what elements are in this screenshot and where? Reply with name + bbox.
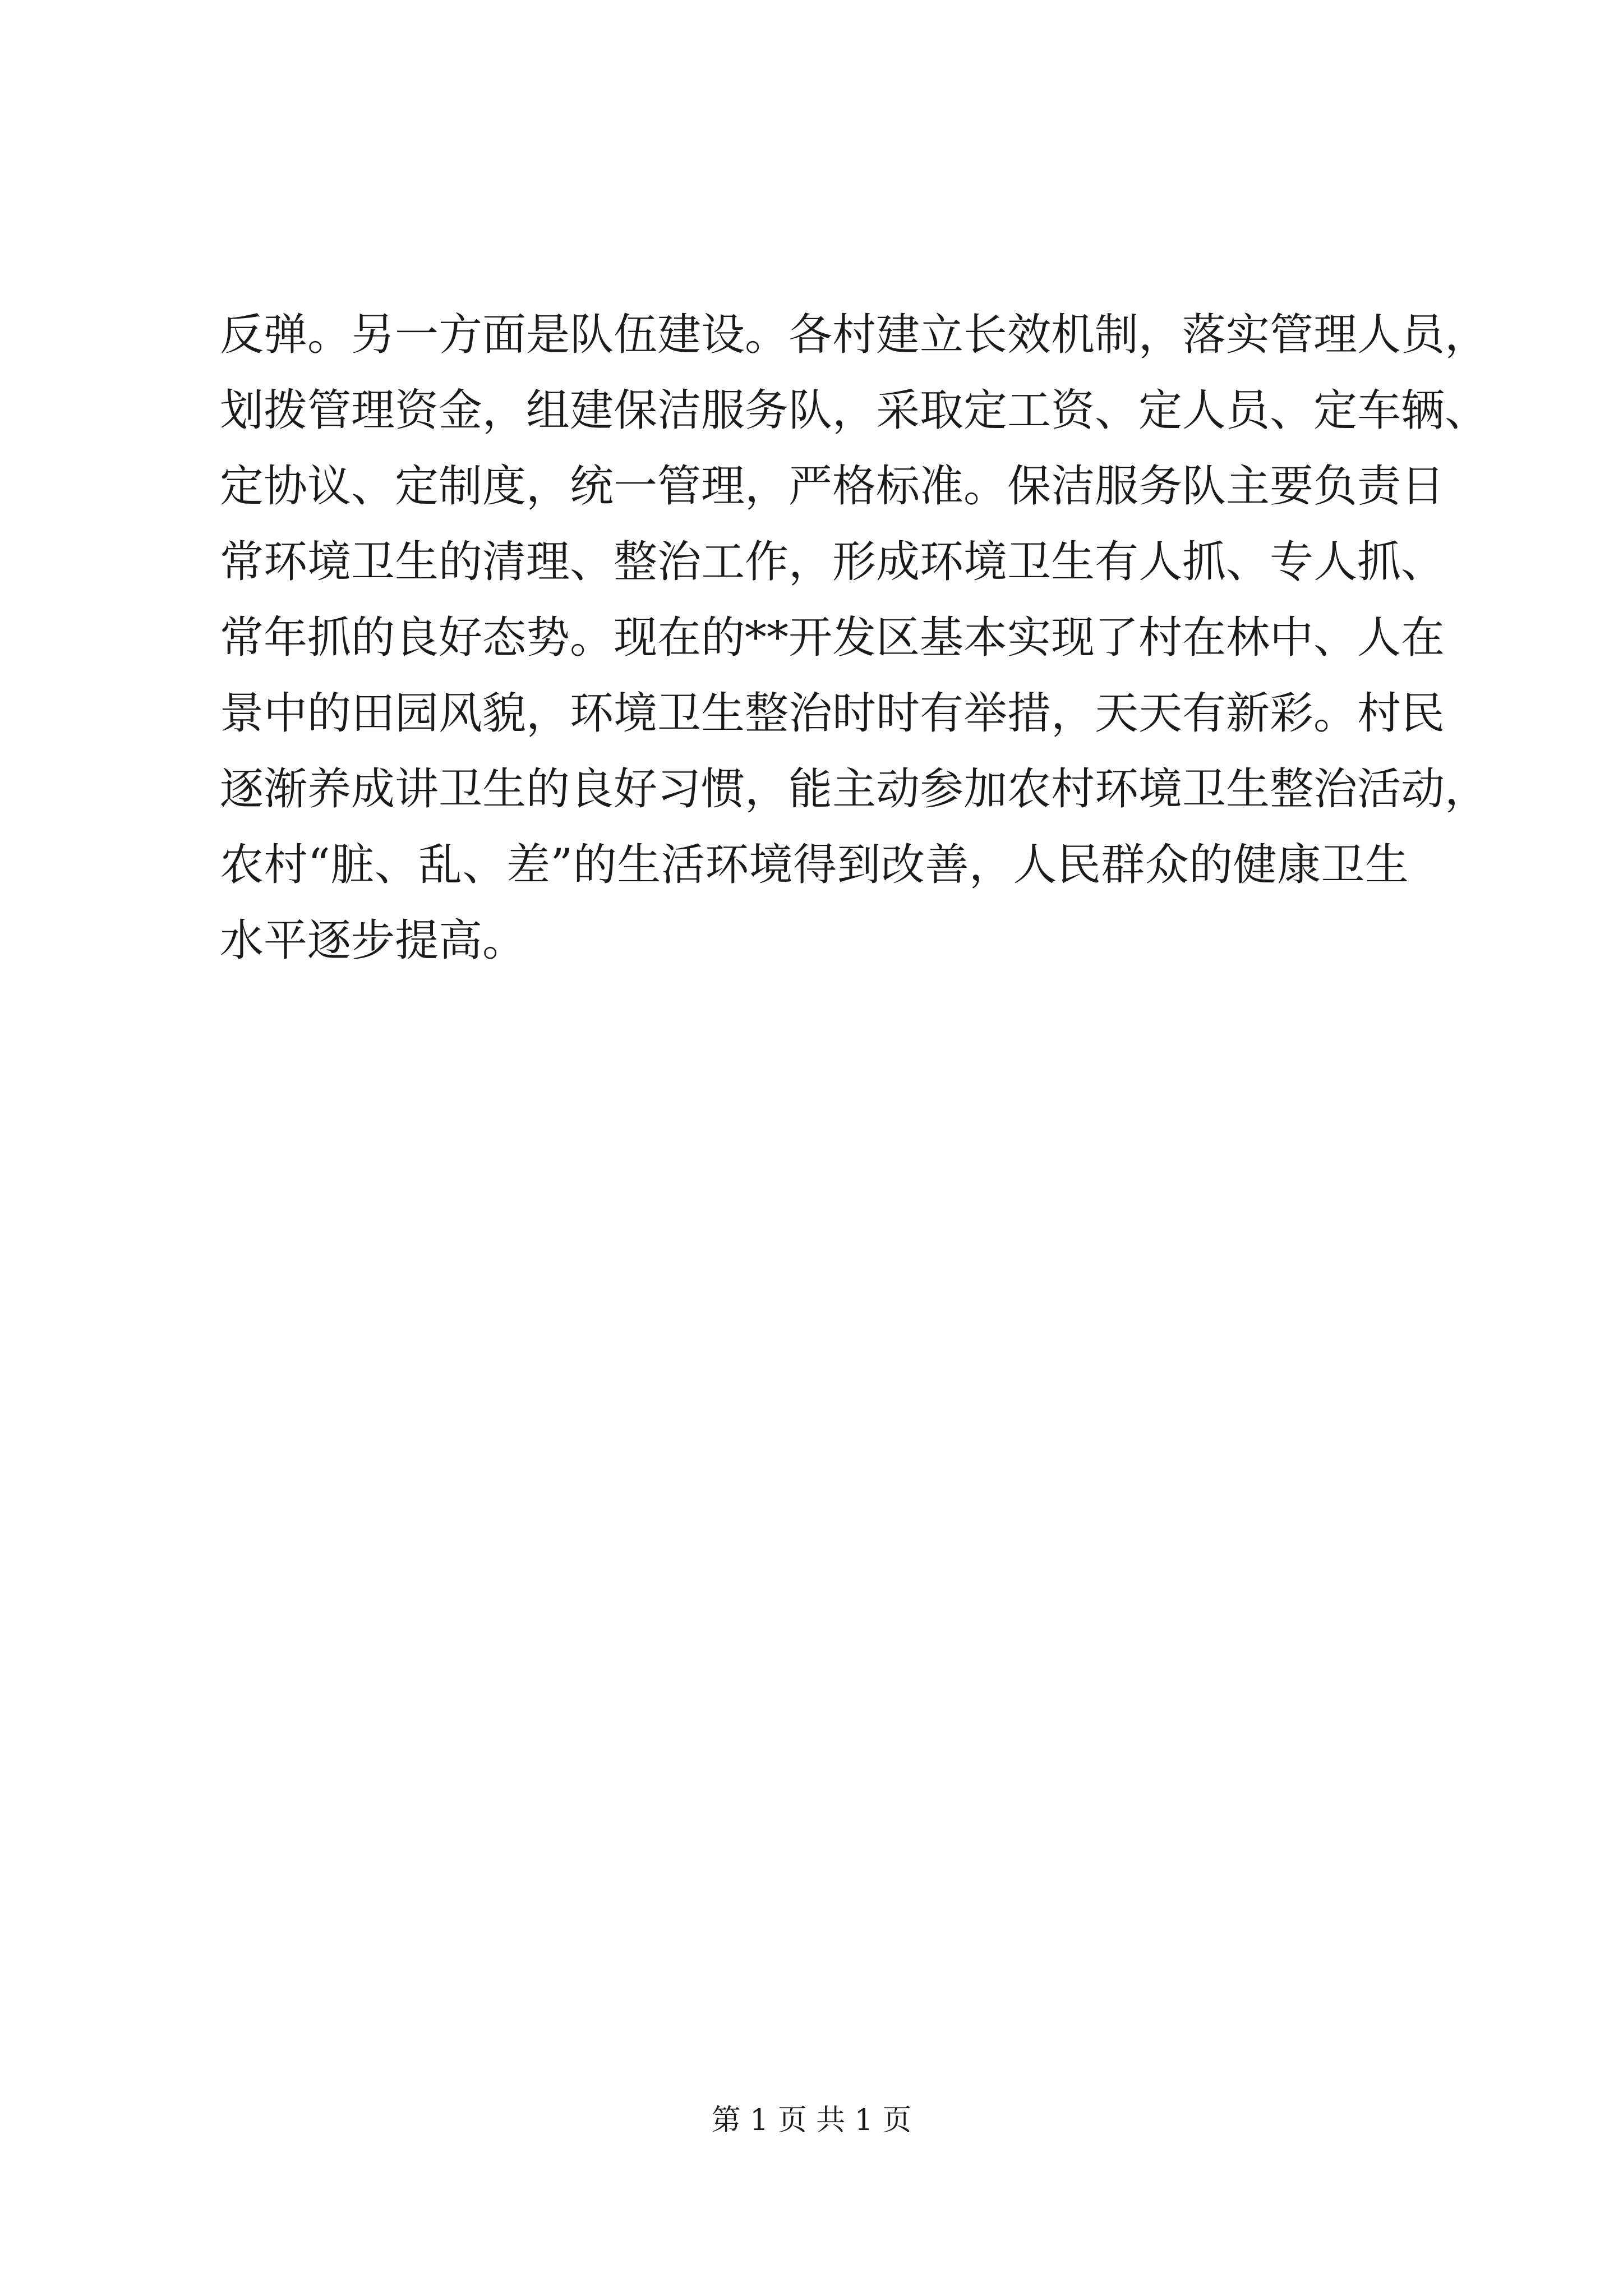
page-footer [0,2101,1623,2140]
paragraph-line: 划拨管理资金，组建保洁服务队，采取定工资、定人员、定车辆、 [220,385,1489,436]
paragraph-line: 逐渐养成讲卫生的良好习惯，能主动参加农村环境卫生整治活动， [220,764,1489,815]
body-paragraph [220,297,1489,979]
paragraph-line: 农村“脏、乱、差”的生活环境得到改善，人民群众的健康卫生 [220,840,1409,890]
paragraph-line: 反弹。另一方面是队伍建设。各村建立长效机制，落实管理人员， [220,310,1489,360]
paragraph-line: 景中的田园风貌，环境卫生整治时时有举措，天天有新彩。村民 [220,688,1445,739]
paragraph-line: 水平逐步提高。 [220,915,527,966]
paragraph-line: 定协议、定制度，统一管理，严格标准。保洁服务队主要负责日 [220,461,1445,512]
paragraph-line: 常环境卫生的清理、整治工作，形成环境卫生有人抓、专人抓、 [220,537,1445,587]
page-number-label: 第 1 页 共 1 页 [711,2104,912,2137]
paragraph-line: 常年抓的良好态势。现在的**开发区基本实现了村在林中、人在 [220,613,1445,663]
